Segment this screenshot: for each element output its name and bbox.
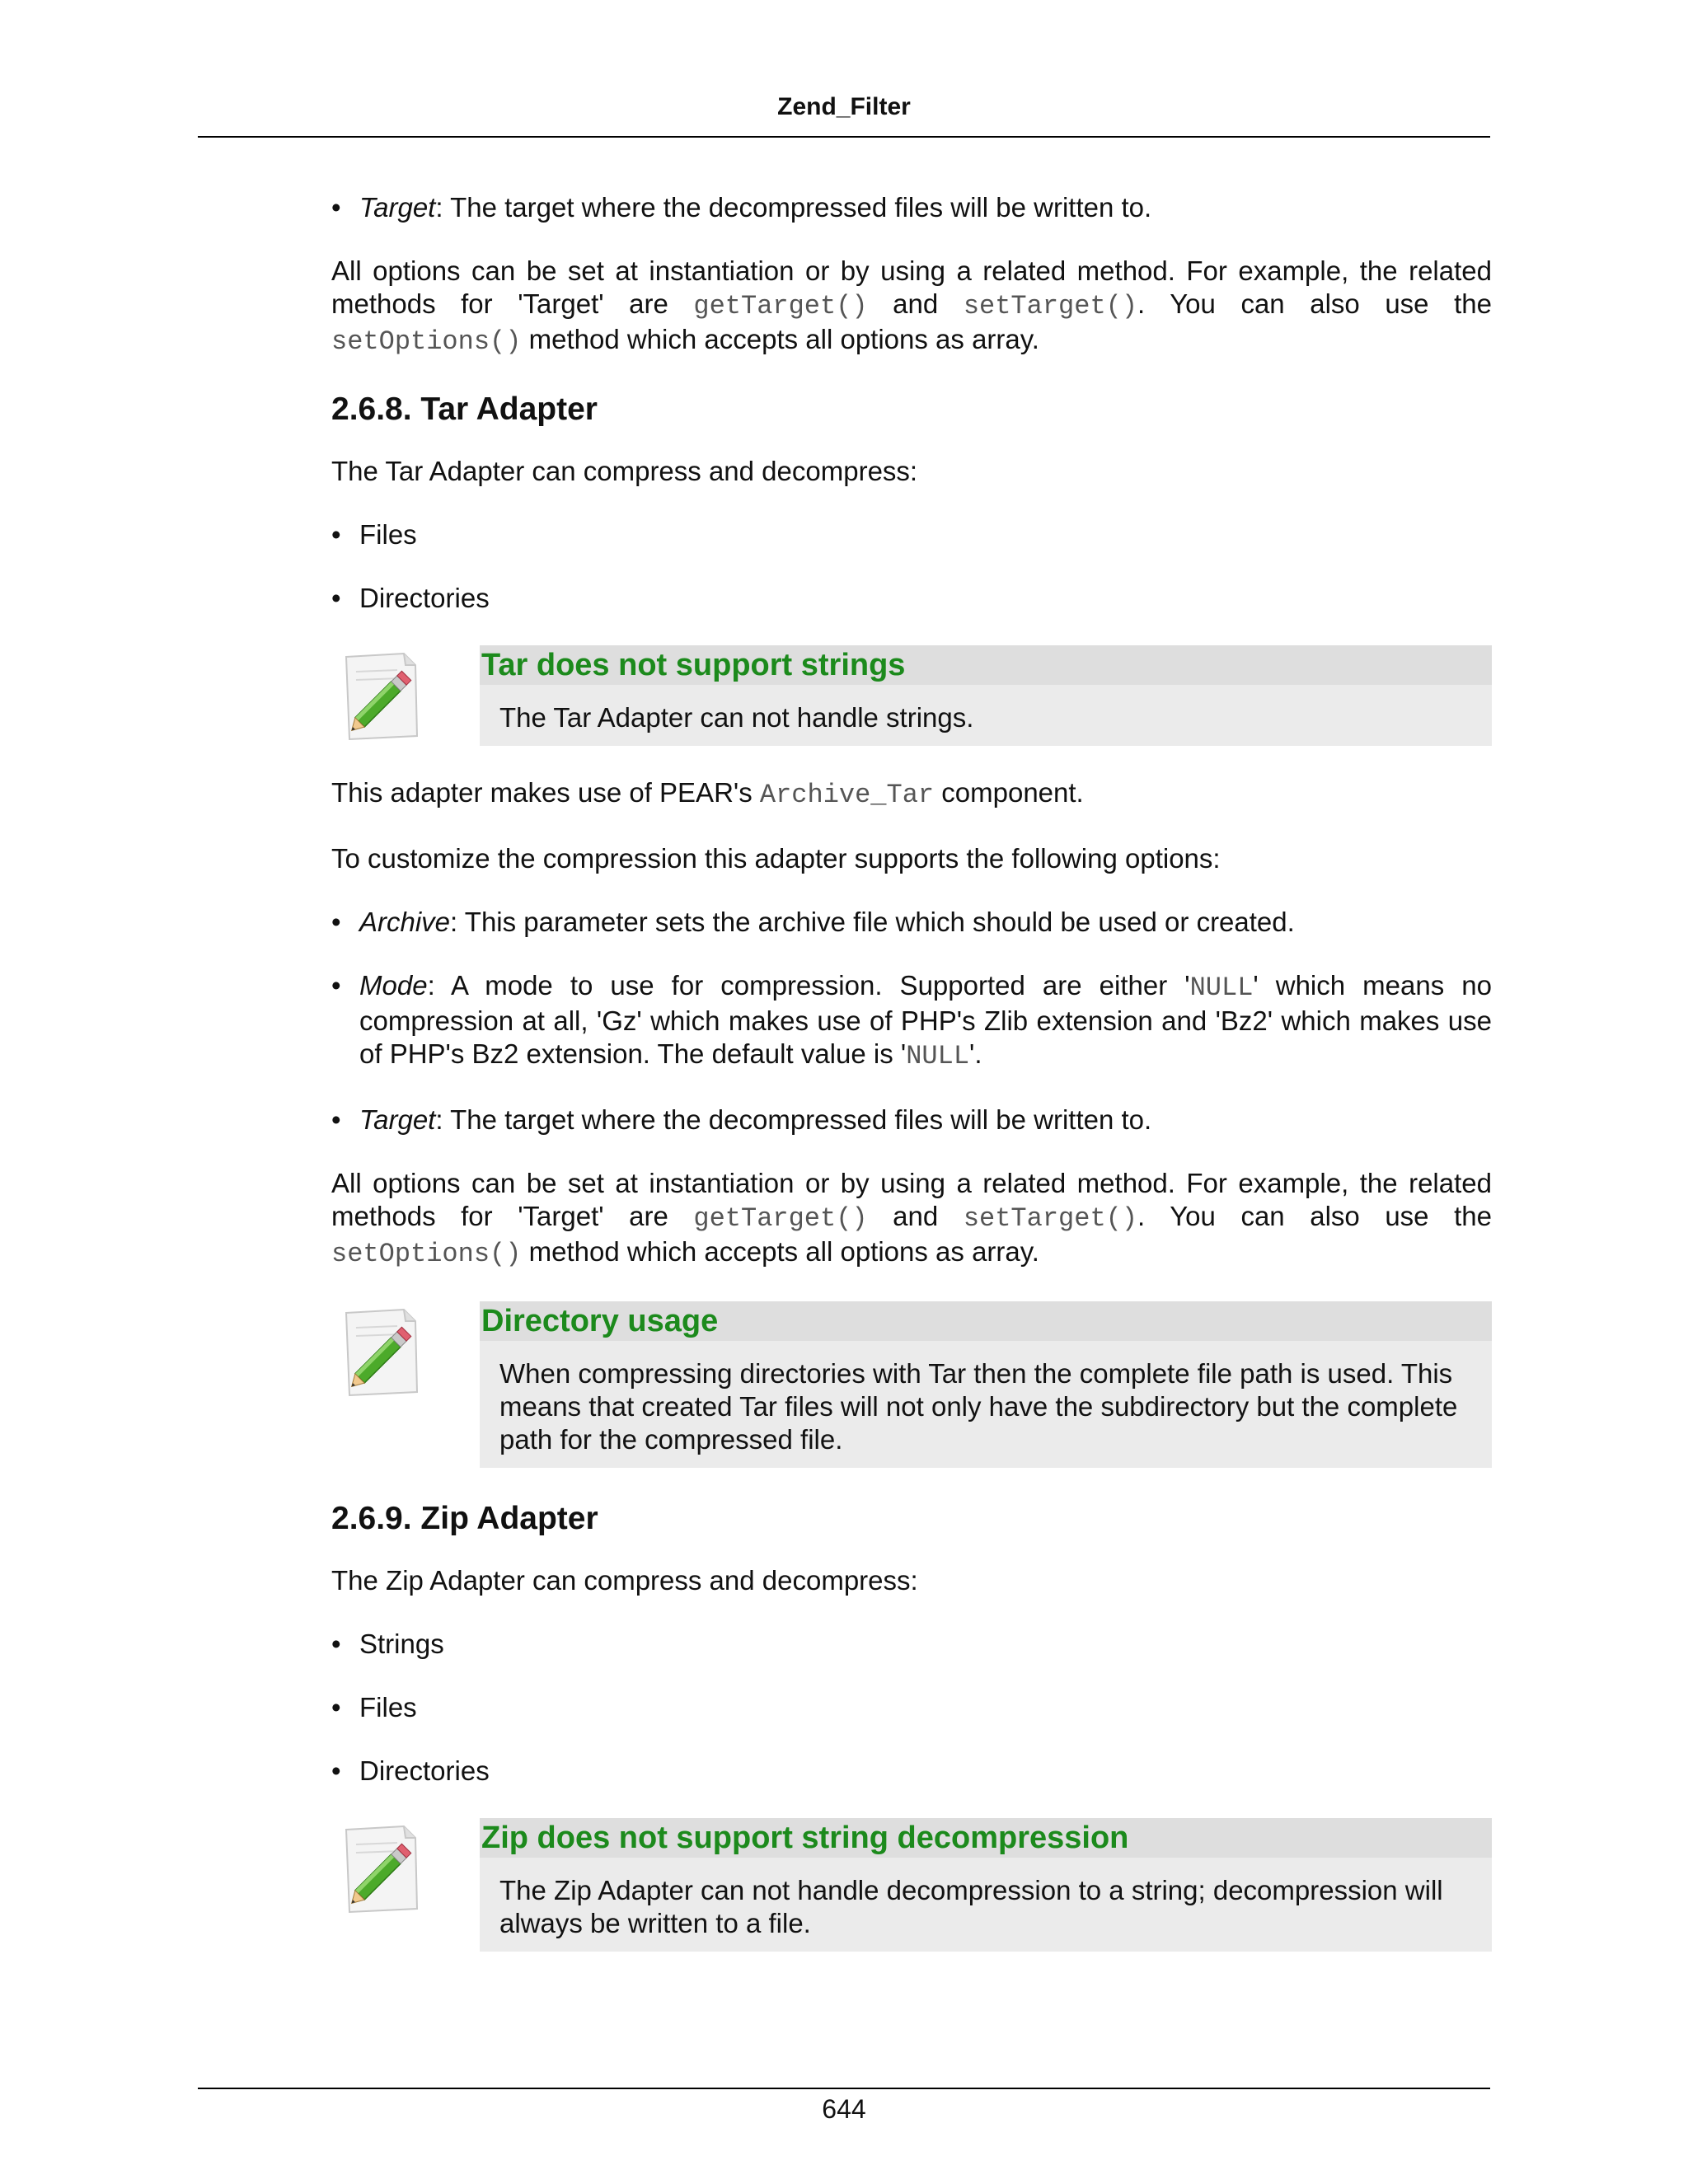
section-heading-tar: 2.6.8. Tar Adapter: [331, 391, 598, 427]
header-rule: [198, 136, 1490, 138]
text-run: All options can be set at instantiation or by using a related method. For example, the related methods for 'Target' are: [331, 1168, 1492, 1231]
text-run: . You can also use the: [1137, 1201, 1492, 1231]
code-get-target: getTarget(): [693, 291, 868, 321]
pencil-note-icon: [340, 650, 422, 743]
pencil-note-icon: [340, 1823, 422, 1915]
note-directory-usage: [331, 1301, 1492, 1468]
code-set-target: setTarget(): [963, 291, 1138, 321]
tar-option-list: [331, 906, 1492, 1137]
note-title: Tar does not support strings: [480, 645, 1492, 685]
list-item: [331, 582, 1492, 615]
list-item: [331, 1628, 1492, 1661]
zip-capability-list: [331, 1628, 1492, 1788]
code-archive-tar: Archive_Tar: [759, 780, 935, 810]
list-item-text: Directories: [359, 1755, 490, 1786]
list-item-text: Files: [359, 519, 417, 550]
bullet-icon: •: [331, 583, 341, 613]
zip-intro: The Zip Adapter can compress and decompress:: [331, 1565, 918, 1596]
bullet-icon: •: [331, 1629, 341, 1659]
list-item: [331, 518, 1492, 551]
list-item: [331, 1104, 1492, 1137]
note-box: [480, 1818, 1492, 1952]
bullet-icon: •: [331, 907, 341, 937]
code-get-target: getTarget(): [693, 1203, 868, 1234]
option-term: Archive: [359, 907, 451, 937]
option-term: Mode: [359, 970, 428, 1001]
text-run: '.: [969, 1038, 982, 1069]
code-null: NULL: [906, 1041, 970, 1071]
intro-option-list: [331, 191, 1492, 224]
footer-rule: [198, 2088, 1490, 2089]
customize-paragraph: To customize the compression this adapter supports the following options:: [331, 843, 1221, 874]
note-title: Directory usage: [480, 1301, 1492, 1341]
note-box: [480, 1301, 1492, 1468]
page-number: 644: [822, 2094, 866, 2124]
text-run: method which accepts all options as array.: [521, 1236, 1039, 1267]
option-text: : The target where the decompressed files will be written to.: [435, 192, 1152, 223]
options-paragraph: [331, 1167, 1492, 1271]
list-item: [331, 906, 1492, 939]
bullet-icon: •: [331, 1755, 341, 1786]
bullet-icon: •: [331, 519, 341, 550]
list-item: [331, 1691, 1492, 1724]
list-item: [331, 191, 1492, 224]
note-zip-strings: [331, 1818, 1492, 1952]
list-item: [331, 969, 1492, 1073]
note-body: The Zip Adapter can not handle decompression to a string; decompression will always be written to a file.: [499, 1875, 1443, 1938]
bullet-icon: •: [331, 192, 341, 223]
list-item: [331, 1755, 1492, 1788]
page-header: Zend_Filter: [777, 93, 911, 120]
text-run: and: [867, 1201, 964, 1231]
code-set-target: setTarget(): [963, 1203, 1138, 1234]
code-set-options: setOptions(): [331, 1239, 522, 1269]
code-set-options: setOptions(): [331, 326, 522, 357]
text-run: All options can be set at instantiation or by using a related method. For example, the related methods for 'Target' are: [331, 255, 1492, 319]
bullet-icon: •: [331, 970, 341, 1001]
tar-intro: The Tar Adapter can compress and decompress:: [331, 456, 918, 486]
text-run: This adapter makes use of PEAR's: [331, 777, 760, 808]
text-run: component.: [934, 777, 1084, 808]
pear-paragraph: [331, 776, 1492, 812]
option-text: : This parameter sets the archive file which should be used or created.: [450, 907, 1295, 937]
text-run: : A mode to use for compression. Supported are either ': [427, 970, 1190, 1001]
text-run: ' which means no compression at all, 'Gz' which makes use of PHP's Zlib extension and 'Bz2' which makes use of PHP's Bz2 extension. The default value is ': [359, 970, 1492, 1069]
note-box: [480, 645, 1492, 746]
options-paragraph: [331, 255, 1492, 359]
note-tar-strings: [331, 645, 1492, 746]
code-null: NULL: [1189, 972, 1254, 1003]
pencil-note-icon: [340, 1306, 422, 1399]
option-text: : The target where the decompressed files will be written to.: [435, 1104, 1152, 1135]
bullet-icon: •: [331, 1692, 341, 1722]
list-item-text: Files: [359, 1692, 417, 1722]
section-heading-zip: 2.6.9. Zip Adapter: [331, 1501, 598, 1536]
list-item-text: Strings: [359, 1629, 444, 1659]
bullet-icon: •: [331, 1104, 341, 1135]
note-body: The Tar Adapter can not handle strings.: [499, 702, 974, 733]
page-content: [331, 191, 1492, 1982]
option-term: Target: [359, 1104, 436, 1135]
note-body: When compressing directories with Tar then the complete file path is used. This means that created Tar files will not only have the subdirectory but the complete path for the compressed file.: [499, 1358, 1458, 1455]
text-run: . You can also use the: [1137, 288, 1492, 319]
option-term: Target: [359, 192, 436, 223]
tar-capability-list: [331, 518, 1492, 615]
text-run: and: [867, 288, 964, 319]
note-title: Zip does not support string decompression: [480, 1818, 1492, 1858]
list-item-text: Directories: [359, 583, 490, 613]
text-run: method which accepts all options as array.: [521, 324, 1039, 354]
